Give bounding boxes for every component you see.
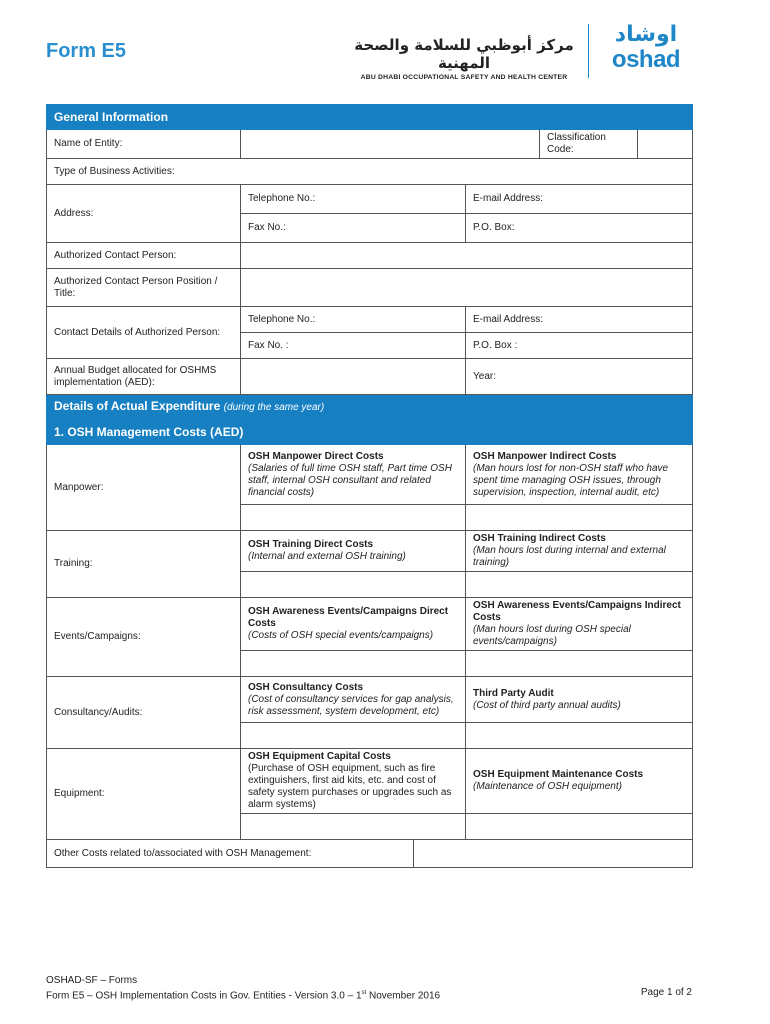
form-title: Form E5 (46, 40, 127, 62)
equipment-direct-input[interactable] (241, 814, 466, 840)
events-direct-title: OSH Awareness Events/Campaigns Direct Costs (248, 606, 449, 629)
name-of-entity-label: Name of Entity: (47, 130, 241, 159)
equipment-indirect-input[interactable] (466, 814, 693, 840)
training-indirect-desc (466, 531, 693, 572)
consultancy-indirect-desc (466, 677, 693, 723)
form-sheet (46, 104, 692, 868)
training-direct-input[interactable] (241, 572, 466, 598)
expenditure-title: Details of Actual Expenditure (54, 399, 221, 413)
consultancy-label: Consultancy/Audits: (47, 677, 241, 749)
consultancy-direct-text: (Cost of consultancy services for gap analysis, risk assessment, system development, etc) (248, 693, 454, 717)
po-box-field[interactable]: P.O. Box: (466, 214, 693, 243)
footer-left (46, 974, 440, 1002)
form-table (46, 104, 693, 868)
page-number: Page 1 of 2 (640, 987, 692, 998)
events-direct-text: (Costs of OSH special events/campaigns) (248, 630, 434, 641)
training-direct-desc (241, 531, 466, 572)
contact-fax-field[interactable]: Fax No. : (241, 333, 466, 359)
expenditure-subtitle: (during the same year) (223, 402, 325, 413)
training-label: Training: (47, 531, 241, 598)
consultancy-indirect-text: (Cost of third party annual audits) (473, 699, 621, 711)
logo-divider (588, 24, 589, 78)
fax-field[interactable]: Fax No.: (241, 214, 466, 243)
footer-line2-sup: st (361, 990, 367, 996)
manpower-indirect-title: OSH Manpower Indirect Costs (473, 450, 617, 462)
oshad-logo (598, 22, 694, 80)
footer-line2-b: November 2016 (366, 990, 441, 1002)
manpower-indirect-input[interactable] (466, 505, 693, 531)
email-field[interactable]: E-mail Address: (466, 185, 693, 214)
equipment-indirect-title: OSH Equipment Maintenance Costs (473, 769, 644, 780)
events-indirect-text: (Man hours lost during OSH special events/campaigns) (473, 624, 631, 647)
equipment-direct-desc (241, 749, 466, 814)
events-label: Events/Campaigns: (47, 598, 241, 677)
manpower-direct-desc (241, 445, 466, 505)
manpower-indirect-desc (466, 445, 693, 505)
events-direct-desc (241, 598, 466, 651)
training-indirect-title: OSH Training Indirect Costs (473, 533, 606, 544)
authorized-position-field[interactable] (241, 269, 693, 307)
training-indirect-input[interactable] (466, 572, 693, 598)
equipment-direct-title: OSH Equipment Capital Costs (248, 751, 391, 762)
oshad-org-name (348, 36, 580, 81)
general-info-header (47, 105, 693, 130)
equipment-label: Equipment: (47, 749, 241, 840)
training-direct-text: (Internal and external OSH training) (248, 551, 406, 562)
consultancy-indirect-input[interactable] (466, 723, 693, 749)
contact-po-box-field[interactable]: P.O. Box : (466, 333, 693, 359)
training-direct-title: OSH Training Direct Costs (248, 539, 374, 550)
consultancy-direct-title: OSH Consultancy Costs (248, 681, 364, 693)
contact-details-label: Contact Details of Authorized Person: (47, 307, 241, 359)
footer-line1: OSHAD-SF – Forms (46, 975, 138, 986)
expenditure-header (47, 395, 693, 420)
annual-budget-field[interactable] (241, 359, 466, 395)
contact-telephone-field[interactable]: Telephone No.: (241, 307, 466, 333)
manpower-label: Manpower: (47, 445, 241, 531)
osh-management-title: 1. OSH Management Costs (AED) (47, 420, 693, 445)
org-name-english: ABU DHABI OCCUPATIONAL SAFETY AND HEALTH CENTER (360, 74, 568, 81)
footer-line2 (46, 987, 440, 1002)
events-direct-input[interactable] (241, 651, 466, 677)
contact-email-field[interactable]: E-mail Address: (466, 307, 693, 333)
classification-code-label: Classification Code: (540, 130, 638, 159)
equipment-indirect-text: (Maintenance of OSH equipment) (473, 781, 622, 792)
authorized-contact-field[interactable] (241, 243, 693, 269)
classification-code-field[interactable] (638, 130, 693, 159)
training-indirect-text: (Man hours lost during internal and external training) (473, 545, 666, 568)
events-indirect-title: OSH Awareness Events/Campaigns Indirect Costs (473, 600, 681, 623)
authorized-position-label: Authorized Contact Person Position / Title: (47, 269, 241, 307)
authorized-contact-label: Authorized Contact Person: (47, 243, 241, 269)
year-field[interactable]: Year: (466, 359, 693, 395)
address-label: Address: (47, 185, 241, 243)
equipment-indirect-desc (466, 749, 693, 814)
equipment-direct-text: (Purchase of OSH equipment, such as fire extinguishers, first aid kits, etc. and cost of safety system purchases or upgrades such as alarm systems) (248, 763, 452, 810)
name-of-entity-field[interactable] (241, 130, 540, 159)
events-indirect-input[interactable] (466, 651, 693, 677)
consultancy-direct-desc (241, 677, 466, 723)
logo-arabic: اوشاد (614, 22, 678, 47)
footer-line2-a: Form E5 – OSH Implementation Costs in Gov. Entities - Version 3.0 – 1 (46, 990, 362, 1002)
manpower-direct-title: OSH Manpower Direct Costs (248, 450, 384, 462)
other-costs-field[interactable] (414, 840, 693, 868)
other-costs-label: Other Costs related to/associated with OSH Management: (47, 840, 414, 868)
general-info-title: General Information (47, 105, 693, 130)
business-activities-field[interactable]: Type of Business Activities: (47, 159, 693, 185)
logo-english: oshad (611, 46, 681, 73)
consultancy-indirect-title: Third Party Audit (473, 687, 554, 699)
events-indirect-desc (466, 598, 693, 651)
manpower-direct-input[interactable] (241, 505, 466, 531)
expenditure-title-cell (47, 395, 693, 420)
osh-management-header (47, 420, 693, 445)
manpower-indirect-text: (Man hours lost for non-OSH staff who have spent time managing OSH issues, through supervision, inspection, internal audit, etc) (473, 462, 669, 498)
annual-budget-label: Annual Budget allocated for OSHMS implementation (AED): (47, 359, 241, 395)
org-name-arabic: مركز أبوظبي للسلامة والصحة المهنية (354, 36, 574, 72)
consultancy-direct-input[interactable] (241, 723, 466, 749)
telephone-field[interactable]: Telephone No.: (241, 185, 466, 214)
manpower-direct-text: (Salaries of full time OSH staff, Part time OSH staff, internal OSH consultant and related financial costs) (248, 462, 452, 498)
